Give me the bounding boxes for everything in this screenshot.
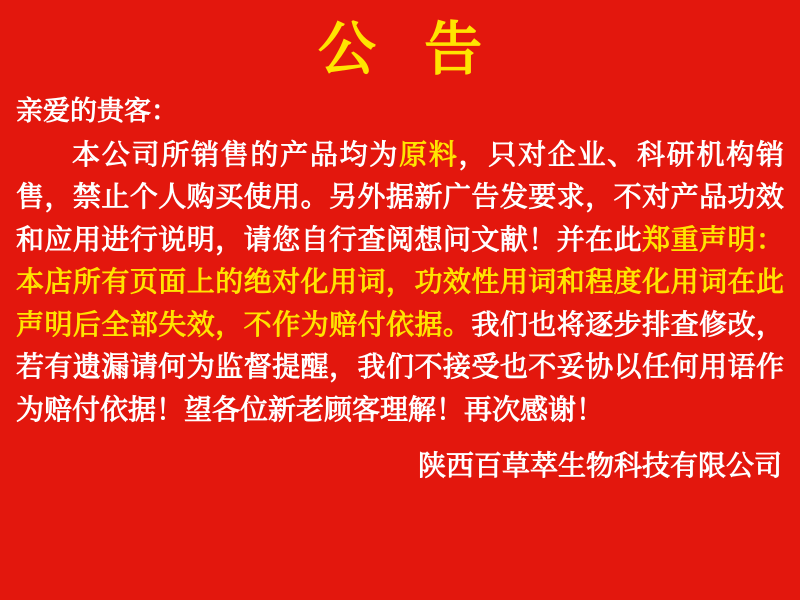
company-signature: 陕西百草萃生物科技有限公司 <box>417 448 782 482</box>
segment-plain-3: 我们也将逐步排查修改，若有遗漏请何为监督提醒，我们不接受也不妥协以任何用语作为赔付依据！望各位新老顾客理解！再次感谢！ <box>16 307 784 426</box>
page-title: 公 告 <box>317 15 497 83</box>
salutation: 亲爱的贵客： <box>16 95 178 127</box>
segment-plain-1: 本公司所销售的产品均为 <box>72 137 400 171</box>
notice-paragraph <box>16 134 784 432</box>
segment-highlight-1: 原料 <box>399 137 459 171</box>
notice-body <box>0 83 800 432</box>
segment-plain-2: ，只对企业、科研机构销售，禁止个人购买使用。另外据新广告发要求，不对产品功效和应用进行说明，请您自行查阅想问文献！并在此 <box>16 137 784 256</box>
segment-highlight-2: 郑重声明：本店所有页面上的绝对化用词，功效性用词和程度化用词在此声明后全部失效，不作为赔付依据。 <box>16 222 784 341</box>
